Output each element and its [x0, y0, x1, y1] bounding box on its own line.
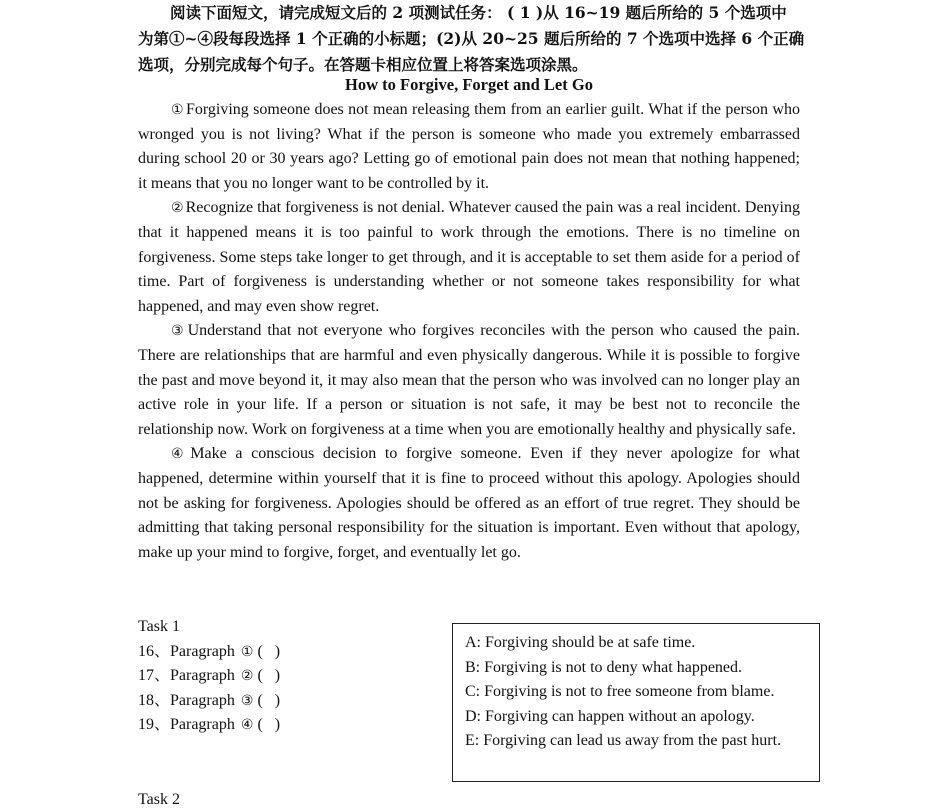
question-19	[138, 713, 284, 738]
paragraph-text: Recognize that forgiveness is not denial. Whatever caused the pain was a real incident. Denying that it happened means it is too painful to work through the emotions. There is no timeline on forgiveness. Some steps take longer to get through, and it is acceptable to set them aside for a period of time. Part of forgiveness is understanding whether or not someone takes responsibility for what happened, and may even show regret.	[138, 199, 800, 315]
question-marker: ②	[240, 668, 254, 685]
options-box	[452, 623, 820, 782]
instructions	[138, 0, 803, 78]
question-17	[138, 664, 284, 689]
article-body	[138, 98, 800, 565]
paragraph-1	[138, 98, 800, 196]
question-marker: ①	[240, 643, 254, 660]
paragraph-2	[138, 196, 800, 319]
paragraph-marker: ④	[171, 446, 189, 463]
option-c: C: Forgiving is not to free someone from blame.	[465, 683, 775, 701]
question-16	[138, 640, 284, 665]
article-title: How to Forgive, Forget and Let Go	[345, 75, 593, 94]
instructions-line-1: 阅读下面短文，请完成短文后的 2 项测试任务： ( 1 )从 16~19 题后所给的 5 个选项中	[170, 3, 787, 22]
answer-blank[interactable]: ( )	[257, 716, 285, 734]
paragraph-text: Make a conscious decision to forgive someone. Even if they never apologize for what happened, determine within yourself that it is fine to proceed without this apology. Apologies should not be asking for forgiveness. Apologies should be offered as an effort of true regret. They should be admitting that taking personal responsibility for the situation is important. Even without that apology, make up your mind to forgive, forget, and eventually let go.	[138, 445, 800, 561]
instructions-line-3: 选项，分别完成每个句子。在答题卡相应位置上将答案选项涂黑。	[138, 55, 588, 74]
option-e: E: Forgiving can lead us away from the past hurt.	[465, 732, 782, 750]
task-1-heading: Task 1	[138, 618, 180, 635]
paragraph-text: Understand that not everyone who forgives reconciles with the person who caused the pain. There are relationships that are harmful and even physically dangerous. While it is possible to forgive the past and move beyond it, it may also mean that the person who was involved can no longer play an active role in your life. If a person or situation is not safe, it may be best not to reconcile the relationship now. Work on forgiveness at a time when you are emotionally healthy and physically safe.	[138, 322, 800, 438]
question-label: 18、Paragraph	[138, 691, 235, 709]
option-b: B: Forgiving is not to deny what happened.	[465, 658, 743, 676]
question-18	[138, 689, 284, 714]
task-1	[138, 615, 284, 738]
question-label: 19、Paragraph	[138, 716, 235, 734]
answer-blank[interactable]: ( )	[257, 642, 285, 660]
option-a: A: Forgiving should be at safe time.	[465, 634, 696, 651]
paragraph-marker: ③	[171, 323, 186, 340]
question-marker: ④	[240, 717, 254, 734]
paragraph-4	[138, 442, 800, 565]
task-2-heading: Task 2	[138, 791, 180, 808]
question-marker: ③	[240, 692, 254, 709]
option-d: D: Forgiving can happen without an apology.	[465, 707, 755, 725]
instructions-line-2: 为第①~④段每段选择 1 个正确的小标题；(2)从 20~25 题后所给的 7 个选项中选择 6 个正确	[138, 29, 805, 48]
answer-blank[interactable]: ( )	[257, 667, 285, 685]
paragraph-text: Forgiving someone does not mean releasing them from an earlier guilt. What if the person who wronged you is not living? What if the person is someone who made you extremely embarrassed during school 20 or 30 years ago? Letting go of emotional pain does not mean that nothing happened; it means that you no longer want to be controlled by it.	[138, 101, 800, 192]
question-label: 16、Paragraph	[138, 642, 235, 660]
paragraph-3	[138, 319, 800, 442]
answer-blank[interactable]: ( )	[257, 691, 285, 709]
question-label: 17、Paragraph	[138, 667, 235, 685]
paragraph-marker: ②	[171, 200, 184, 217]
paragraph-marker: ①	[171, 102, 184, 118]
